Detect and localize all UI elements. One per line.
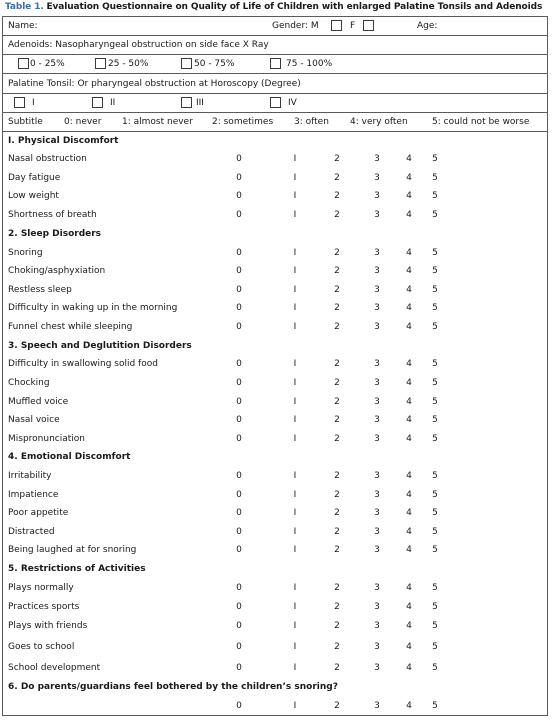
score-option[interactable]: 3 <box>374 663 380 673</box>
score-option[interactable]: I <box>293 701 297 711</box>
score-option[interactable]: 2 <box>334 527 340 537</box>
score-option[interactable]: 3 <box>374 415 380 425</box>
score-option[interactable]: 3 <box>374 154 380 164</box>
score-option[interactable]: 4 <box>406 415 412 425</box>
question-item: Funnel chest while sleeping <box>8 322 133 332</box>
question-item: Plays with friends <box>8 621 88 631</box>
adenoids-label: Adenoids: Nasopharyngeal obstruction on side face X Ray <box>8 40 269 50</box>
scale-label: 3: often <box>294 117 329 127</box>
score-option[interactable]: 2 <box>334 490 340 500</box>
score-option[interactable]: 3 <box>374 378 380 388</box>
score-option[interactable]: 5 <box>432 154 438 164</box>
score-option[interactable]: 2 <box>334 434 340 444</box>
score-option[interactable]: 3 <box>374 701 380 711</box>
question-item: Impatience <box>8 490 59 500</box>
question-item: Nasal obstruction <box>8 154 87 164</box>
score-option[interactable]: 0 <box>236 248 242 258</box>
score-option[interactable]: I <box>293 434 297 444</box>
score-option[interactable]: I <box>293 359 297 369</box>
score-option[interactable]: 0 <box>236 322 242 332</box>
score-option[interactable]: I <box>293 173 297 183</box>
question-item: Irritability <box>8 471 52 481</box>
score-option[interactable]: 5 <box>432 415 438 425</box>
tonsil-degree-label: II <box>110 98 116 108</box>
adenoids-option-checkbox[interactable] <box>95 58 106 69</box>
question-item: Being laughed at for snoring <box>8 545 137 555</box>
score-option[interactable]: 0 <box>236 303 242 313</box>
tonsil-degree-label: I <box>32 98 35 108</box>
score-option[interactable]: 2 <box>334 359 340 369</box>
score-option[interactable]: 5 <box>432 471 438 481</box>
score-option[interactable]: 4 <box>406 397 412 407</box>
tonsil-degree-checkbox[interactable] <box>14 97 25 108</box>
score-option[interactable]: 4 <box>406 191 412 201</box>
score-option[interactable]: 5 <box>432 266 438 276</box>
section-heading: 3. Speech and Deglutition Disorders <box>8 341 192 351</box>
score-option[interactable]: 4 <box>406 621 412 631</box>
score-option[interactable]: 4 <box>406 173 412 183</box>
score-option[interactable]: 2 <box>334 285 340 295</box>
table-caption <box>5 2 542 12</box>
score-option[interactable]: I <box>293 545 297 555</box>
score-option[interactable]: 0 <box>236 545 242 555</box>
name-label: Name: <box>8 21 38 31</box>
score-option[interactable]: 3 <box>374 642 380 652</box>
score-option[interactable]: 3 <box>374 583 380 593</box>
adenoids-option-checkbox[interactable] <box>18 58 29 69</box>
score-option[interactable]: 0 <box>236 527 242 537</box>
score-option[interactable]: I <box>293 415 297 425</box>
score-option[interactable]: 2 <box>334 602 340 612</box>
score-option[interactable]: 0 <box>236 359 242 369</box>
score-option[interactable]: 5 <box>432 397 438 407</box>
score-option[interactable]: I <box>293 378 297 388</box>
score-option[interactable]: 5 <box>432 583 438 593</box>
question-item: Shortness of breath <box>8 210 97 220</box>
score-option[interactable]: 2 <box>334 248 340 258</box>
scale-subtitle: Subtitle <box>8 117 43 127</box>
score-option[interactable]: 4 <box>406 663 412 673</box>
score-option[interactable]: 0 <box>236 397 242 407</box>
score-option[interactable]: 4 <box>406 527 412 537</box>
score-option[interactable]: I <box>293 322 297 332</box>
score-option[interactable]: 0 <box>236 415 242 425</box>
score-option[interactable]: 3 <box>374 359 380 369</box>
section-heading: I. Physical Discomfort <box>8 136 119 146</box>
score-option[interactable]: 3 <box>374 397 380 407</box>
score-option[interactable]: 4 <box>406 508 412 518</box>
score-option[interactable]: 4 <box>406 378 412 388</box>
score-option[interactable]: 0 <box>236 285 242 295</box>
score-option[interactable]: 4 <box>406 248 412 258</box>
score-option[interactable]: 3 <box>374 527 380 537</box>
tonsil-degree-checkbox[interactable] <box>92 97 103 108</box>
score-option[interactable]: I <box>293 303 297 313</box>
score-option[interactable]: 5 <box>432 508 438 518</box>
question-item: Practices sports <box>8 602 80 612</box>
score-option[interactable]: I <box>293 621 297 631</box>
gender-label: Gender: M <box>272 21 319 31</box>
tonsil-degree-label: III <box>196 98 204 108</box>
score-option[interactable]: 5 <box>432 378 438 388</box>
scale-label: 0: never <box>64 117 102 127</box>
score-option[interactable]: 5 <box>432 545 438 555</box>
score-option[interactable]: 4 <box>406 471 412 481</box>
score-option[interactable]: 0 <box>236 266 242 276</box>
score-option[interactable]: 3 <box>374 210 380 220</box>
question-item: Day fatigue <box>8 173 61 183</box>
score-option[interactable]: I <box>293 602 297 612</box>
question-item: School development <box>8 663 101 673</box>
score-option[interactable]: 2 <box>334 378 340 388</box>
score-option[interactable]: 0 <box>236 701 242 711</box>
score-option[interactable]: 2 <box>334 415 340 425</box>
score-option[interactable]: 0 <box>236 210 242 220</box>
score-option[interactable]: 4 <box>406 701 412 711</box>
adenoids-option-checkbox[interactable] <box>181 58 192 69</box>
score-option[interactable]: 3 <box>374 621 380 631</box>
section-heading: 2. Sleep Disorders <box>8 229 102 239</box>
question-item: Mispronunciation <box>8 434 85 444</box>
score-option[interactable]: 0 <box>236 471 242 481</box>
score-option[interactable]: 2 <box>334 322 340 332</box>
score-option[interactable]: 3 <box>374 173 380 183</box>
score-option[interactable]: I <box>293 285 297 295</box>
section-heading: 5. Restrictions of Activities <box>8 564 146 574</box>
score-option[interactable]: 5 <box>432 210 438 220</box>
question-item: Chocking <box>8 378 50 388</box>
table-title: Evaluation Questionnaire on Quality of Life of Children with enlarged Palatine Tonsils and Adenoids <box>46 2 543 12</box>
score-option[interactable]: I <box>293 583 297 593</box>
score-option[interactable]: 3 <box>374 303 380 313</box>
score-option[interactable]: 4 <box>406 210 412 220</box>
score-option[interactable]: 5 <box>432 527 438 537</box>
section-heading: 6. Do parents/guardians feel bothered by the children’s snoring? <box>8 682 338 692</box>
score-option[interactable]: 2 <box>334 210 340 220</box>
score-option[interactable]: 3 <box>374 434 380 444</box>
score-option[interactable]: 4 <box>406 602 412 612</box>
score-option[interactable]: 5 <box>432 663 438 673</box>
score-option[interactable]: 5 <box>432 322 438 332</box>
score-option[interactable]: 4 <box>406 154 412 164</box>
score-option[interactable]: 4 <box>406 359 412 369</box>
adenoids-option-label: 0 - 25% <box>30 59 65 69</box>
score-option[interactable]: I <box>293 471 297 481</box>
score-option[interactable]: 5 <box>432 490 438 500</box>
score-option[interactable]: I <box>293 663 297 673</box>
score-option[interactable]: 2 <box>334 471 340 481</box>
question-item: Low weight <box>8 191 59 201</box>
score-option[interactable]: 2 <box>334 397 340 407</box>
tonsil-degree-label: IV <box>288 98 297 108</box>
score-option[interactable]: 2 <box>334 621 340 631</box>
score-option[interactable]: 0 <box>236 154 242 164</box>
score-option[interactable]: 3 <box>374 248 380 258</box>
score-option[interactable]: 3 <box>374 471 380 481</box>
tonsil-degree-checkbox[interactable] <box>270 97 281 108</box>
score-option[interactable]: I <box>293 154 297 164</box>
score-option[interactable]: 4 <box>406 583 412 593</box>
score-option[interactable]: I <box>293 642 297 652</box>
gender-m-checkbox[interactable] <box>331 20 342 31</box>
divider <box>2 93 548 94</box>
score-option[interactable]: 5 <box>432 285 438 295</box>
score-option[interactable]: 0 <box>236 663 242 673</box>
gender-f-checkbox[interactable] <box>363 20 374 31</box>
divider <box>2 35 548 36</box>
score-option[interactable]: 2 <box>334 642 340 652</box>
score-option[interactable]: 3 <box>374 285 380 295</box>
question-item: Goes to school <box>8 642 75 652</box>
score-option[interactable]: 2 <box>334 191 340 201</box>
score-option[interactable]: 3 <box>374 322 380 332</box>
score-option[interactable]: 5 <box>432 191 438 201</box>
gender-f-label: F <box>350 21 356 31</box>
score-option[interactable]: 3 <box>374 602 380 612</box>
score-option[interactable]: 5 <box>432 303 438 313</box>
score-option[interactable]: 0 <box>236 508 242 518</box>
question-item: Difficulty in swallowing solid food <box>8 359 158 369</box>
score-option[interactable]: 2 <box>334 545 340 555</box>
score-option[interactable]: I <box>293 248 297 258</box>
score-option[interactable]: 4 <box>406 434 412 444</box>
question-item: Choking/asphyxiation <box>8 266 106 276</box>
score-option[interactable]: 5 <box>432 701 438 711</box>
divider <box>2 112 548 113</box>
score-option[interactable]: I <box>293 266 297 276</box>
score-option[interactable]: I <box>293 508 297 518</box>
score-option[interactable]: 5 <box>432 602 438 612</box>
question-item: Poor appetite <box>8 508 69 518</box>
adenoids-option-label: 75 - 100% <box>286 59 333 69</box>
question-item: Difficulty in waking up in the morning <box>8 303 178 313</box>
score-option[interactable]: 0 <box>236 642 242 652</box>
score-option[interactable]: I <box>293 490 297 500</box>
score-option[interactable]: 4 <box>406 266 412 276</box>
scale-label: 1: almost never <box>122 117 193 127</box>
question-item: Plays normally <box>8 583 74 593</box>
score-option[interactable]: 2 <box>334 303 340 313</box>
score-option[interactable]: 4 <box>406 322 412 332</box>
adenoids-option-label: 50 - 75% <box>194 59 235 69</box>
table-label: Table 1. <box>5 2 44 12</box>
scale-label: 4: very often <box>350 117 408 127</box>
question-item: Muffled voice <box>8 397 69 407</box>
score-option[interactable]: 2 <box>334 663 340 673</box>
score-option[interactable]: 2 <box>334 173 340 183</box>
score-option[interactable]: 5 <box>432 248 438 258</box>
adenoids-option-checkbox[interactable] <box>270 58 281 69</box>
score-option[interactable]: 0 <box>236 602 242 612</box>
tonsil-label: Palatine Tonsil: Or pharyngeal obstruction at Horoscopy (Degree) <box>8 79 301 89</box>
score-option[interactable]: 4 <box>406 490 412 500</box>
tonsil-degree-checkbox[interactable] <box>181 97 192 108</box>
score-option[interactable]: I <box>293 397 297 407</box>
score-option[interactable]: I <box>293 527 297 537</box>
score-option[interactable]: 5 <box>432 173 438 183</box>
adenoids-option-label: 25 - 50% <box>108 59 149 69</box>
section-heading: 4. Emotional Discomfort <box>8 452 131 462</box>
score-option[interactable]: I <box>293 191 297 201</box>
divider <box>2 73 548 74</box>
score-option[interactable]: 0 <box>236 583 242 593</box>
score-option[interactable]: 3 <box>374 266 380 276</box>
age-label: Age: <box>417 21 438 31</box>
score-option[interactable]: 5 <box>432 359 438 369</box>
score-option[interactable]: 3 <box>374 490 380 500</box>
score-option[interactable]: 2 <box>334 583 340 593</box>
score-option[interactable]: 0 <box>236 490 242 500</box>
question-item: Distracted <box>8 527 55 537</box>
score-option[interactable]: I <box>293 210 297 220</box>
score-option[interactable]: 4 <box>406 303 412 313</box>
score-option[interactable]: 5 <box>432 642 438 652</box>
question-item: Snoring <box>8 248 43 258</box>
question-item: Nasal voice <box>8 415 60 425</box>
score-option[interactable]: 0 <box>236 173 242 183</box>
score-option[interactable]: 4 <box>406 285 412 295</box>
scale-label: 5: could not be worse <box>432 117 530 127</box>
scale-label: 2: sometimes <box>212 117 274 127</box>
score-option[interactable]: 4 <box>406 642 412 652</box>
divider <box>2 54 548 55</box>
score-option[interactable]: 3 <box>374 545 380 555</box>
score-option[interactable]: 0 <box>236 621 242 631</box>
score-option[interactable]: 0 <box>236 434 242 444</box>
score-option[interactable]: 3 <box>374 191 380 201</box>
score-option[interactable]: 2 <box>334 508 340 518</box>
divider <box>2 131 548 132</box>
score-option[interactable]: 2 <box>334 701 340 711</box>
score-option[interactable]: 3 <box>374 508 380 518</box>
score-option[interactable]: 0 <box>236 191 242 201</box>
score-option[interactable]: 5 <box>432 621 438 631</box>
score-option[interactable]: 4 <box>406 545 412 555</box>
score-option[interactable]: 2 <box>334 154 340 164</box>
score-option[interactable]: 5 <box>432 434 438 444</box>
score-option[interactable]: 0 <box>236 378 242 388</box>
question-item: Restless sleep <box>8 285 72 295</box>
score-option[interactable]: 2 <box>334 266 340 276</box>
